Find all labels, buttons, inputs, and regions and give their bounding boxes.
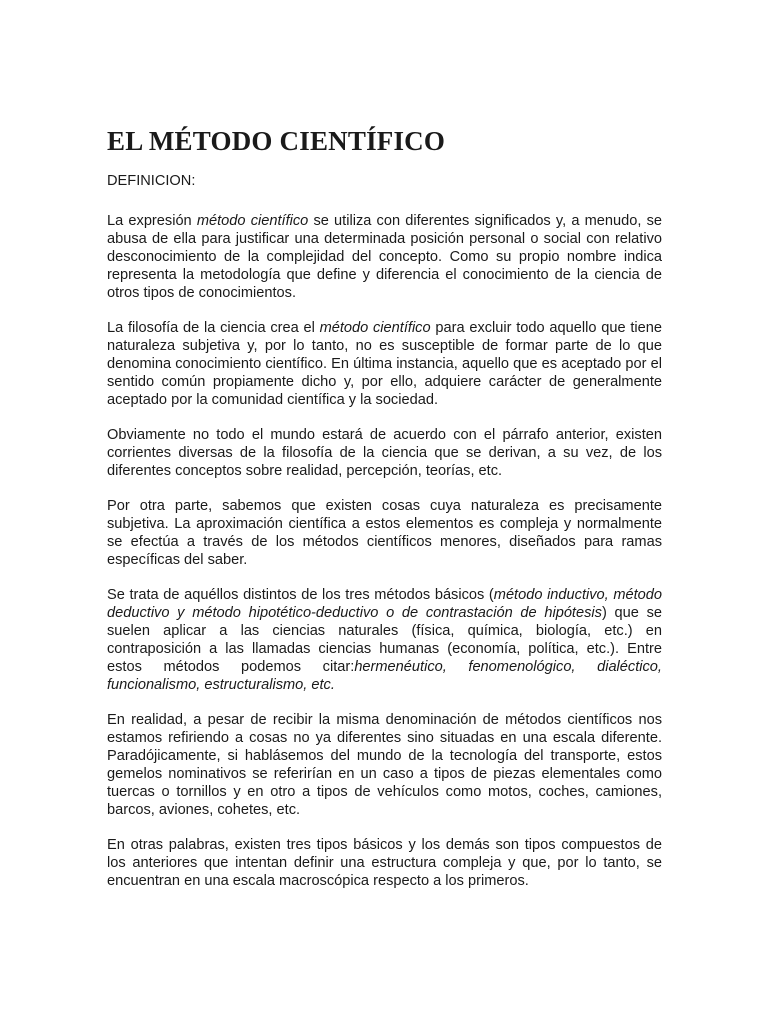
paragraph-1-text-c: se utiliza con diferentes significados y, a menudo, se abusa de ella para justificar una determinada posición personal o social con relativo desconocimiento de la complejidad del concepto. Como su propio nombre indica representa la metodología que define y diferencia el conocimiento de la ciencia de otros tipos de conocimientos. xyxy=(107,213,662,301)
paragraph-5 xyxy=(107,586,662,694)
paragraph-5-emphasis-list: hermenéutico, fenomenológico, dialéctico, funcionalismo, estructuralismo, etc. xyxy=(107,659,662,693)
paragraph-1-emphasis: método científico xyxy=(196,213,309,229)
paragraph-1 xyxy=(107,212,662,302)
paragraph-5-text-c: ) que se suelen aplicar a las ciencias naturales (física, química, biología, etc.) en contraposición a las llamadas ciencias humanas (economía, política, etc.). Entre estos métodos podemos citar: xyxy=(107,605,663,675)
paragraph-5-text-a: Se trata de aquéllos distintos de los tres métodos básicos ( xyxy=(107,587,494,603)
document-page xyxy=(107,124,662,907)
paragraph-2-emphasis: método científico xyxy=(319,320,431,336)
paragraph-3: Obviamente no todo el mundo estará de acuerdo con el párrafo anterior, existen corrientes diversas de la filosofía de la ciencia que se derivan, a su vez, de los diferentes conceptos sobre realidad, percepción, teorías, etc. xyxy=(107,427,662,479)
paragraph-2 xyxy=(107,319,662,409)
section-heading: DEFINICION: xyxy=(107,173,196,189)
paragraph-2-text-c: para excluir todo aquello que tiene naturaleza subjetiva y, por lo tanto, no es susceptible de formar parte de lo que denomina conocimiento científico. En última instancia, aquello que es aceptado por el sentido común propiamente dicho y, por ello, adquiere carácter de generalmente aceptado por la comunidad científica y la sociedad. xyxy=(107,320,662,408)
paragraph-6: En realidad, a pesar de recibir la misma denominación de métodos científicos nos estamos refiriendo a cosas no ya diferentes sino situadas en una escala diferente. Paradójicamente, si hablásemos del mundo de la tecnología del transporte, estos gemelos nominativos se referirían en un caso a tipos de piezas elementales como tuercas o tornillos y en otro a tipos de vehículos como motos, coches, camiones, barcos, aviones, cohetes, etc. xyxy=(107,712,662,818)
paragraph-7: En otras palabras, existen tres tipos básicos y los demás son tipos compuestos de los anteriores que intentan definir una estructura compleja y que, por lo tanto, se encuentran en una escala macroscópica respecto a los primeros. xyxy=(107,837,662,889)
paragraph-5-emphasis-methods: método inductivo, método deductivo y método hipotético-deductivo o de contrastación de hipótesis xyxy=(107,587,662,621)
paragraph-2-text-a: La filosofía de la ciencia crea el xyxy=(107,320,320,336)
paragraph-4: Por otra parte, sabemos que existen cosas cuya naturaleza es precisamente subjetiva. La aproximación científica a estos elementos es compleja y normalmente se efectúa a través de los métodos científicos menores, diseñados para ramas específicas del saber. xyxy=(107,498,662,568)
page-title: EL MÉTODO CIENTÍFICO xyxy=(107,126,446,156)
paragraph-1-text-a: La expresión xyxy=(107,213,197,229)
